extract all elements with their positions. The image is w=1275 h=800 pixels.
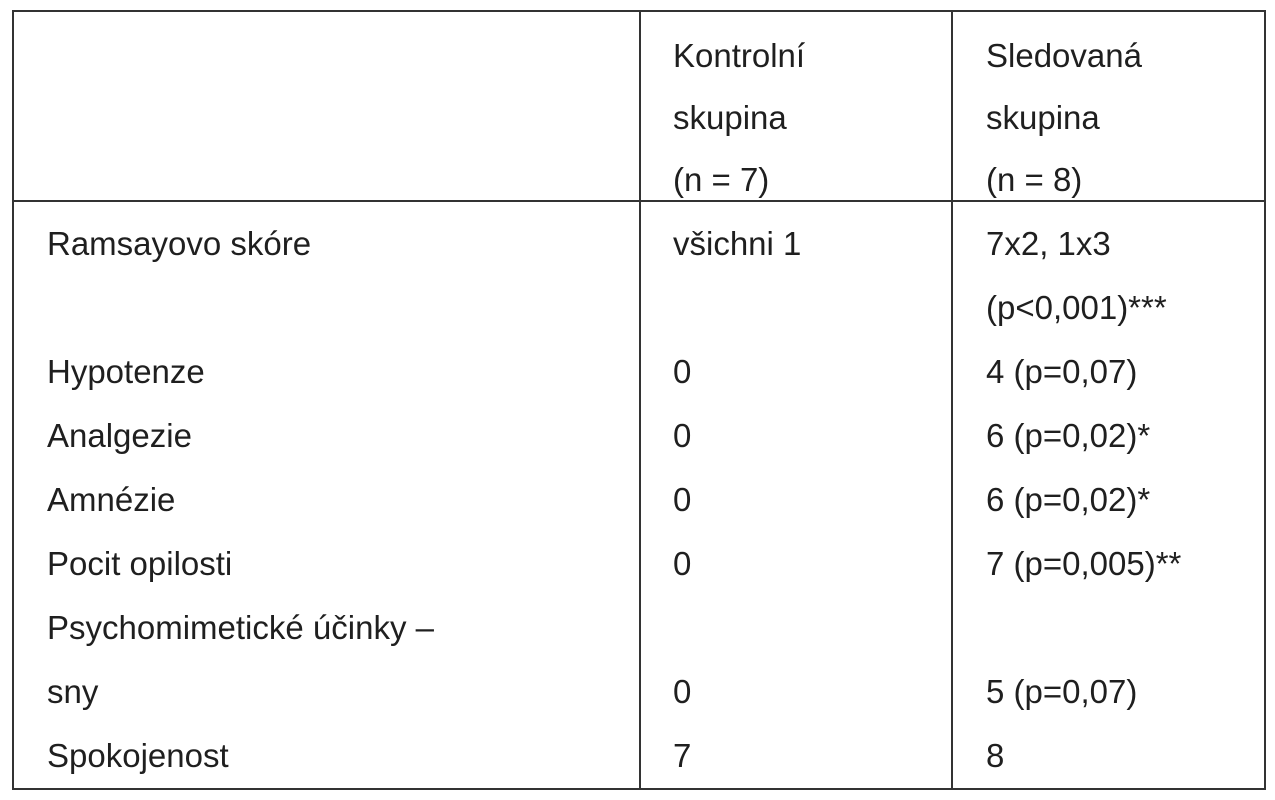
row-label-ramsay: Ramsayovo skóre xyxy=(47,225,312,262)
row-control-drunkenness: 0 xyxy=(673,545,692,582)
header-control-line3: (n = 7) xyxy=(673,161,770,198)
row-control-analgesia: 0 xyxy=(673,417,692,454)
row-observed-amnesia: 6 (p=0,02)* xyxy=(986,481,1151,518)
row-label-drunkenness: Pocit opilosti xyxy=(47,545,233,582)
row-label-analgesia: Analgezie xyxy=(47,417,192,454)
row-observed-satisfaction: 8 xyxy=(986,737,1005,774)
column-divider-2 xyxy=(951,12,953,788)
row-label-hypotension: Hypotenze xyxy=(47,353,205,390)
row-observed-psychomimetic: 5 (p=0,07) xyxy=(986,673,1138,710)
row-observed-ramsay-pvalue: (p<0,001)*** xyxy=(986,289,1167,326)
row-observed-analgesia: 6 (p=0,02)* xyxy=(986,417,1151,454)
row-observed-ramsay: 7x2, 1x3 xyxy=(986,225,1111,262)
row-observed-drunkenness: 7 (p=0,005)** xyxy=(986,545,1182,582)
header-observed-line2: skupina xyxy=(986,99,1100,136)
row-control-hypotension: 0 xyxy=(673,353,692,390)
header-control-line1: Kontrolní xyxy=(673,37,806,74)
row-control-amnesia: 0 xyxy=(673,481,692,518)
header-observed-line1: Sledovaná xyxy=(986,37,1142,74)
header-observed-line3: (n = 8) xyxy=(986,161,1083,198)
row-observed-hypotension: 4 (p=0,07) xyxy=(986,353,1138,390)
header-control-line2: skupina xyxy=(673,99,787,136)
row-label-amnesia: Amnézie xyxy=(47,481,176,518)
row-label-psychomimetic-dreams: sny xyxy=(47,673,99,710)
row-control-ramsay: všichni 1 xyxy=(673,225,802,262)
row-label-satisfaction: Spokojenost xyxy=(47,737,229,774)
row-control-satisfaction: 7 xyxy=(673,737,692,774)
column-divider-1 xyxy=(639,12,641,788)
row-label-psychomimetic: Psychomimetické účinky – xyxy=(47,609,434,646)
results-table xyxy=(12,10,1266,790)
row-control-psychomimetic: 0 xyxy=(673,673,692,710)
